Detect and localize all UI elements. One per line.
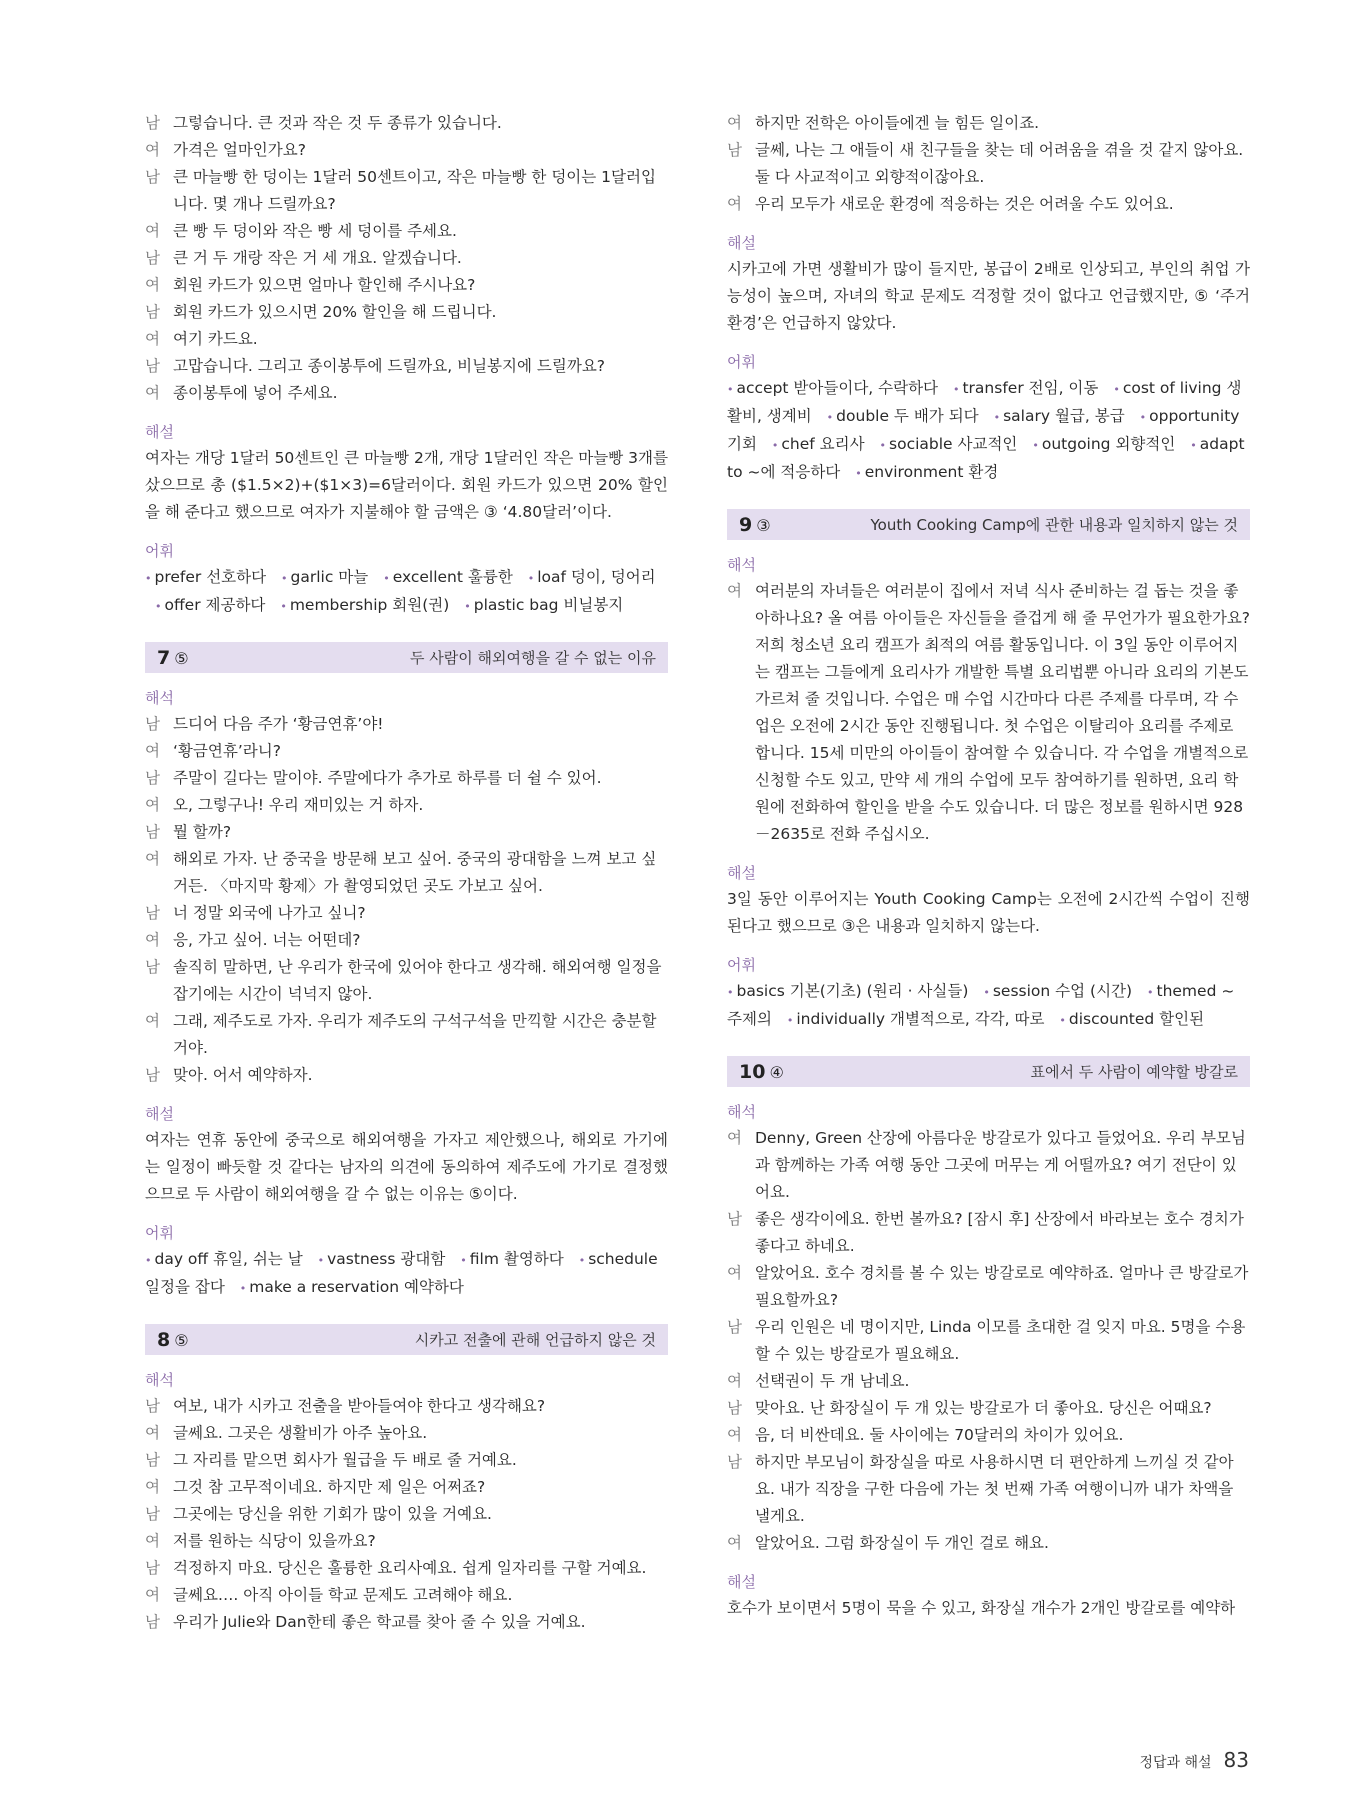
bullet-icon: • [771,439,779,452]
dialogue-text: 솔직히 말하면, 난 우리가 한국에 있어야 한다고 생각해. 해외여행 일정을 잡기에는 시간이 넉넉지 않아. [173,958,662,1003]
vocab-item: day off 휴일, 쉬는 날 [154,1250,303,1268]
section-label-eohwi: 어휘 [727,956,756,974]
speaker-label: 남 [145,249,160,267]
speaker-label: 남 [145,1559,160,1577]
dialogue-line [727,1530,1250,1557]
section-label-haeseol: 해설 [727,864,756,882]
speaker-label: 남 [145,1505,160,1523]
speaker-label: 남 [145,904,160,922]
vocab-item: basics 기본(기초) (원리 · 사실들) [736,982,969,1000]
dialogue-text: ‘황금연휴’라니? [173,742,281,760]
dialogue-line [145,819,668,846]
dialogue-text: 회원 카드가 있으시면 20% 할인을 해 드립니다. [173,303,497,321]
question-topic: 두 사람이 해외여행을 갈 수 없는 이유 [410,649,656,667]
dialogue-line [145,1528,668,1555]
dialogue-text: 해외로 가자. 난 중국을 방문해 보고 싶어. 중국의 광대함을 느껴 보고 싶거든. 〈마지막 황제〉가 촬영되었던 곳도 가보고 싶어. [173,850,657,895]
explanation-7: 여자는 연휴 동안에 중국으로 해외여행을 가자고 제안했으나, 해외로 가기에는 일정이 빠듯할 것 같다는 남자의 의견에 동의하여 제주도에 가기로 결정했으므로 두 사람이 해외여행을 갈 수 없는 이유는 ⑤이다. [145,1131,668,1203]
bullet-icon: • [280,600,287,613]
section-label-haeseol: 해설 [727,1573,756,1591]
bullet-icon: • [855,467,862,480]
dialogue-line [145,927,668,954]
dialogue-text: 맞아요. 난 화장실이 두 개 있는 방갈로가 더 좋아요. 당신은 어때요? [755,1399,1212,1417]
speaker-label: 여 [145,1586,160,1604]
speaker-label: 여 [145,276,160,294]
dialogue-line [145,245,668,272]
bullet-icon: • [317,1254,325,1267]
vocab-item: discounted 할인된 [1068,1010,1205,1028]
speaker-label: 여 [727,195,742,213]
explanation-10: 호수가 보이면서 5명이 묵을 수 있고, 화장실 개수가 2개인 방갈로를 예약하 [727,1599,1236,1617]
vocab-item: adapt to ~에 적응하다 [727,435,1245,481]
dialogue-text: 드디어 다음 주가 ‘황금연휴’야! [173,715,384,733]
dialogue-line [145,792,668,819]
section-label-eohwi: 어휘 [727,353,756,371]
speaker-label: 남 [145,1613,160,1631]
speaker-label: 여 [145,384,160,402]
dialogue-line [145,1501,668,1528]
dialogue-line [145,765,668,792]
dialogue-text: 여러분의 자녀들은 여러분이 집에서 저녁 식사 준비하는 걸 돕는 것을 좋아하나요? 올 여름 아이들은 자신들을 즐겁게 해 줄 무언가가 필요한가요? 저희 청소년 요리 캠프가 최적의 여름 활동입니다. 이 3일 동안 이루어지는 캠프는 그들에게 요리사가 개발한 특별 요리법뿐 아니라 요리의 기본도 가르쳐 줄 것입니다. 수업은 매 수업 시간마다 다른 주제를 다루며, 각 수업은 오전에 2시간 동안 진행됩니다. 첫 수업은 이탈리아 요리를 주제로 합니다. 15세 미만의 아이들이 참여할 수 있습니다. 각 수업을 개별적으로 신청할 수도 있고, 만약 세 개의 수업에 모두 참여하기를 원하면, 요리 학원에 전화하여 할인을 받을 수도 있습니다. 더 많은 정보를 원하시면 928－2635로 전화 주십시오. [755,582,1251,843]
speaker-label: 남 [727,141,742,159]
dialogue-line [145,299,668,326]
speaker-label: 여 [145,850,160,868]
dialogue-line [727,1395,1250,1422]
speaker-label: 남 [145,114,160,132]
dialogue-text: 알았어요. 호수 경치를 볼 수 있는 방갈로로 예약하죠. 얼마나 큰 방갈로가 필요할까요? [755,1264,1249,1309]
bullet-icon: • [239,1282,247,1295]
dialogue-line [145,110,668,137]
vocab-item: garlic 마늘 [290,568,369,586]
dialogue-text: 그래, 제주도로 가자. 우리가 제주도의 구석구석을 만끽할 시간은 충분할 거야. [173,1012,657,1057]
answer-mark: ⑤ [174,1330,189,1350]
dialogue-line [145,954,668,1008]
dialogue-text: 글쎄요…. 아직 아이들 학교 문제도 고려해야 해요. [173,1586,513,1604]
dialogue-text: 하지만 부모님이 화장실을 따로 사용하시면 더 편안하게 느끼실 것 같아요. 내가 직장을 구한 다음에 가는 첫 번째 가족 여행이니까 내가 차액을 낼게요. [755,1453,1234,1525]
vocab-item: prefer 선호하다 [154,568,267,586]
speaker-label: 여 [727,1264,742,1282]
dialogue-text: 알았어요. 그럼 화장실이 두 개인 걸로 해요. [755,1534,1049,1552]
dialogue-text: 고맙습니다. 그리고 종이봉투에 드릴까요, 비닐봉지에 드릴까요? [173,357,606,375]
bullet-icon: • [460,1254,467,1267]
dialogue-text: 회원 카드가 있으면 얼마나 할인해 주시나요? [173,276,476,294]
dialogue-7 [145,711,668,1089]
bullet-icon: • [786,1014,794,1027]
dialogue-text: 우리 인원은 네 명이지만, Linda 이모를 초대한 걸 잊지 마요. 5명을 수용할 수 있는 방갈로가 필요해요. [755,1318,1246,1363]
vocab-item: session 수업 (시간) [992,982,1133,1000]
dialogue-8-continued [727,110,1250,218]
dialogue-line [727,137,1250,191]
bullet-icon: • [727,986,734,999]
bullet-icon: • [879,439,887,452]
bullet-icon: • [1190,439,1197,452]
question-number: 8 ⑤ [157,1328,189,1351]
question-number: 10 ④ [739,1060,784,1083]
dialogue-text: 하지만 전학은 아이들에겐 늘 힘든 일이죠. [755,114,1040,132]
speaker-label: 여 [145,1478,160,1496]
vocab-item: chef 요리사 [781,435,865,453]
dialogue-line [727,578,1250,848]
dialogue-text: 우리 모두가 새로운 환경에 적응하는 것은 어려울 수도 있어요. [755,195,1174,213]
section-label-haeseok: 해석 [145,1371,174,1389]
bullet-icon: • [1059,1014,1066,1027]
dialogue-text: 음, 더 비싼데요. 둘 사이에는 70달러의 차이가 있어요. [755,1426,1124,1444]
dialogue-line [727,1422,1250,1449]
page-footer [1139,1748,1249,1772]
vocab-item: salary 월급, 봉급 [1003,407,1125,425]
right-column [727,110,1250,1622]
speaker-label: 남 [145,1397,160,1415]
bullet-icon: • [952,383,960,396]
speaker-label: 남 [145,823,160,841]
answer-mark: ③ [756,515,771,535]
vocab-item: make a reservation 예약하다 [249,1278,464,1296]
section-label-haeseok: 해석 [727,556,756,574]
dialogue-text: 여보, 내가 시카고 전출을 받아들여야 한다고 생각해요? [173,1397,546,1415]
question-10-header [727,1056,1250,1087]
dialogue-text: 뭘 할까? [173,823,232,841]
dialogue-text: 글쎄요. 그곳은 생활비가 아주 높아요. [173,1424,428,1442]
speaker-label: 여 [145,1012,160,1030]
speaker-label: 남 [145,357,160,375]
dialogue-line [145,900,668,927]
vocab-item: transfer 전임, 이동 [962,379,1099,397]
speaker-label: 여 [145,222,160,240]
question-topic: Youth Cooking Camp에 관한 내용과 일치하지 않는 것 [870,516,1238,534]
vocab-item: offer 제공하다 [164,596,266,614]
speaker-label: 여 [145,141,160,159]
dialogue-text: 저를 원하는 식당이 있을까요? [173,1532,376,1550]
dialogue-text: 그곳에는 당신을 위한 기회가 많이 있을 거예요. [173,1505,492,1523]
speaker-label: 여 [145,1532,160,1550]
speaker-label: 여 [145,742,160,760]
left-column [145,110,668,1636]
dialogue-line [145,1062,668,1089]
question-topic: 표에서 두 사람이 예약할 방갈로 [1030,1063,1238,1081]
dialogue-text: 맞아. 어서 예약하자. [173,1066,313,1084]
bullet-icon: • [578,1254,586,1267]
dialogue-line [145,326,668,353]
footer-label: 정답과 해설 [1139,1755,1212,1771]
bullet-icon: • [527,572,535,585]
bullet-icon: • [993,411,1001,424]
vocab-6 [145,564,668,620]
dialogue-line [145,1555,668,1582]
speaker-label: 여 [727,1372,742,1390]
dialogue-text: 너 정말 외국에 나가고 싶니? [173,904,366,922]
dialogue-10 [727,1125,1250,1557]
dialogue-line [145,1447,668,1474]
speaker-label: 여 [145,931,160,949]
dialogue-text: 응, 가고 싶어. 너는 어떤데? [173,931,361,949]
speaker-label: 남 [145,303,160,321]
dialogue-line [145,846,668,900]
bullet-icon: • [1113,383,1120,396]
section-label-haeseok: 해석 [145,689,174,707]
question-7-header [145,642,668,673]
answer-mark: ⑤ [174,648,189,668]
dialogue-line [727,1125,1250,1206]
vocab-item: cost of living 생활비, 생계비 [727,379,1242,425]
vocab-item: schedule 일정을 잡다 [145,1250,658,1296]
section-label-eohwi: 어휘 [145,542,174,560]
speaker-label: 여 [727,582,742,600]
question-number: 9 ③ [739,513,771,536]
speaker-label: 남 [727,1399,742,1417]
dialogue-line [145,218,668,245]
vocab-item: opportunity 기회 [727,407,1240,453]
vocab-item: accept 받아들이다, 수락하다 [736,379,939,397]
vocab-item: sociable 사교적인 [889,435,1018,453]
dialogue-line [145,711,668,738]
dialogue-text: 그렇습니다. 큰 것과 작은 것 두 종류가 있습니다. [173,114,502,132]
vocab-item: plastic bag 비닐봉지 [473,596,624,614]
speaker-label: 남 [727,1210,742,1228]
bullet-icon: • [145,572,152,585]
vocab-8 [727,375,1250,487]
dialogue-text: 가격은 얼마인가요? [173,141,306,159]
speaker-label: 여 [727,1426,742,1444]
dialogue-line [727,191,1250,218]
bullet-icon: • [826,411,834,424]
bullet-icon: • [1147,986,1154,999]
section-label-haeseol: 해설 [727,234,756,252]
dialogue-line [727,1314,1250,1368]
question-8-header [145,1324,668,1355]
dialogue-9 [727,578,1250,848]
section-label-haeseol: 해설 [145,423,174,441]
vocab-item: excellent 훌륭한 [392,568,513,586]
speaker-label: 여 [727,1129,742,1147]
explanation-6: 여자는 개당 1달러 50센트인 큰 마늘빵 2개, 개당 1달러인 작은 마늘빵 3개를 샀으므로 총 ($1.5×2)+($1×3)=6달러이다. 회원 카드가 있으면 20% 할인을 해 준다고 했으므로 여자가 지불해야 할 금액은 ③ ‘4.80달러’이다. [145,449,668,521]
question-number: 7 ⑤ [157,646,189,669]
speaker-label: 남 [145,958,160,976]
dialogue-line [727,1260,1250,1314]
explanation-8: 시카고에 가면 생활비가 많이 들지만, 봉급이 2배로 인상되고, 부인의 취업 가능성이 높으며, 자녀의 학교 문제도 걱정할 것이 없다고 언급했지만, ⑤ ‘주거 환경’은 언급하지 않았다. [727,260,1250,332]
speaker-label: 남 [145,1066,160,1084]
vocab-7 [145,1246,668,1302]
dialogue-line [145,1393,668,1420]
dialogue-text: Denny, Green 산장에 아름다운 방갈로가 있다고 들었어요. 우리 부모님과 함께하는 가족 여행 동안 그곳에 머무는 게 어떨까요? 여기 전단이 있어요. [755,1129,1246,1201]
page-number: 83 [1223,1748,1249,1772]
speaker-label: 남 [145,168,160,186]
dialogue-text: 걱정하지 마요. 당신은 훌륭한 요리사예요. 쉽게 일자리를 구할 거예요. [173,1559,647,1577]
speaker-label: 여 [727,114,742,132]
speaker-label: 남 [145,715,160,733]
vocab-item: themed ~ 주제의 [727,982,1235,1028]
dialogue-text: 그 자리를 맡으면 회사가 월급을 두 배로 줄 거예요. [173,1451,517,1469]
speaker-label: 여 [145,1424,160,1442]
speaker-label: 여 [727,1534,742,1552]
speaker-label: 여 [145,796,160,814]
bullet-icon: • [983,986,990,999]
dialogue-line [145,164,668,218]
dialogue-line [145,1474,668,1501]
bullet-icon: • [155,600,162,613]
explanation-9: 3일 동안 이루어지는 Youth Cooking Camp는 오전에 2시간씩 수업이 진행된다고 했으므로 ③은 내용과 일치하지 않는다. [727,890,1250,935]
vocab-item: loaf 덩이, 덩어리 [537,568,656,586]
vocab-item: outgoing 외향적인 [1041,435,1176,453]
bullet-icon: • [1139,411,1147,424]
dialogue-8 [145,1393,668,1636]
dialogue-line [145,1008,668,1062]
dialogue-line [145,1420,668,1447]
vocab-9 [727,978,1250,1034]
dialogue-text: 글쎄, 나는 그 애들이 새 친구들을 찾는 데 어려움을 겪을 것 같지 않아요. 둘 다 사교적이고 외향적이잖아요. [755,141,1244,186]
dialogue-text: 주말이 길다는 말이야. 주말에다가 추가로 하루를 더 쉴 수 있어. [173,769,602,787]
speaker-label: 남 [727,1318,742,1336]
dialogue-text: 그것 참 고무적이네요. 하지만 제 일은 어쩌죠? [173,1478,486,1496]
dialogue-text: 좋은 생각이에요. 한번 볼까요? [잠시 후] 산장에서 바라보는 호수 경치가 좋다고 하네요. [755,1210,1244,1255]
vocab-item: environment 환경 [864,463,999,481]
dialogue-line [727,1206,1250,1260]
dialogue-line [145,272,668,299]
dialogue-line [727,110,1250,137]
dialogue-line [145,1609,668,1636]
answer-mark: ④ [769,1062,784,1082]
dialogue-text: 여기 카드요. [173,330,258,348]
vocab-item: individually 개별적으로, 각각, 따로 [796,1010,1045,1028]
dialogue-text: 종이봉투에 넣어 주세요. [173,384,338,402]
dialogue-6 [145,110,668,407]
speaker-label: 남 [145,1451,160,1469]
bullet-icon: • [727,383,734,396]
question-9-header [727,509,1250,540]
speaker-label: 남 [145,769,160,787]
dialogue-text: 큰 거 두 개랑 작은 거 세 개요. 알겠습니다. [173,249,462,267]
dialogue-line [145,738,668,765]
dialogue-line [145,380,668,407]
vocab-item: membership 회원(권) [289,596,450,614]
vocab-item: double 두 배가 되다 [836,407,979,425]
speaker-label: 여 [145,330,160,348]
vocab-item: film 촬영하다 [469,1250,564,1268]
bullet-icon: • [1032,439,1039,452]
dialogue-line [727,1368,1250,1395]
dialogue-text: 큰 빵 두 덩이와 작은 빵 세 덩이를 주세요. [173,222,457,240]
dialogue-text: 우리가 Julie와 Dan한테 좋은 학교를 찾아 줄 수 있을 거예요. [173,1613,586,1631]
bullet-icon: • [383,572,390,585]
section-label-haeseol: 해설 [145,1105,174,1123]
dialogue-line [145,137,668,164]
dialogue-line [145,1582,668,1609]
speaker-label: 남 [727,1453,742,1471]
bullet-icon: • [464,600,471,613]
bullet-icon: • [281,572,288,585]
bullet-icon: • [145,1254,152,1267]
dialogue-text: 큰 마늘빵 한 덩이는 1달러 50센트이고, 작은 마늘빵 한 덩이는 1달러입니다. 몇 개나 드릴까요? [173,168,656,213]
question-topic: 시카고 전출에 관해 언급하지 않은 것 [414,1331,656,1349]
vocab-item: vastness 광대함 [327,1250,446,1268]
dialogue-text: 오, 그렇구나! 우리 재미있는 거 하자. [173,796,424,814]
dialogue-text: 선택권이 두 개 남네요. [755,1372,910,1390]
section-label-haeseok: 해석 [727,1103,756,1121]
section-label-eohwi: 어휘 [145,1224,174,1242]
dialogue-line [145,353,668,380]
dialogue-line [727,1449,1250,1530]
